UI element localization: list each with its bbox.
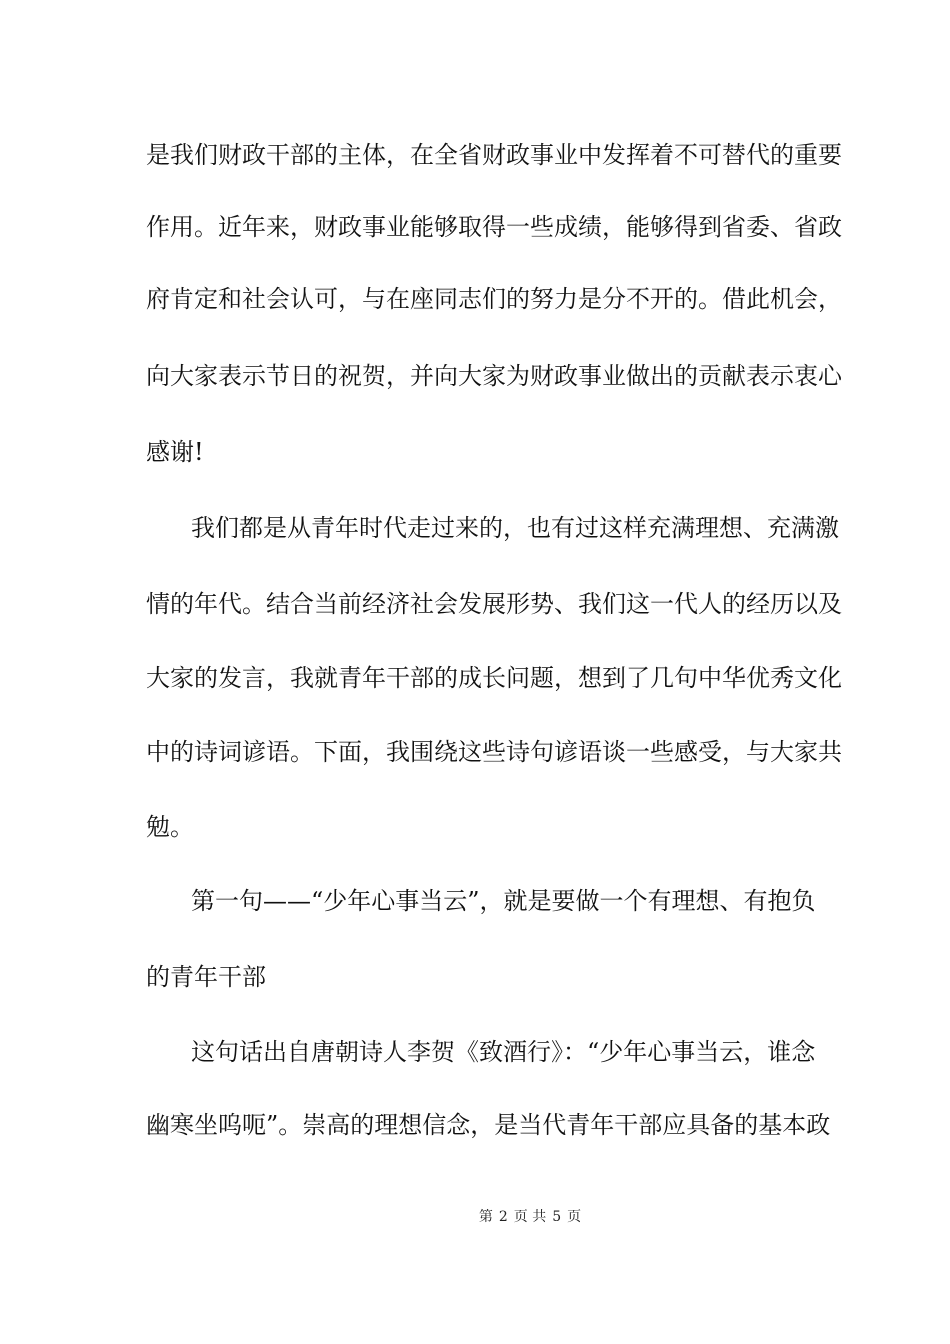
section-heading-line: 第一句——“少年心事当云”，就是要做一个有理想、有抱负: [191, 887, 816, 915]
page-footer: [0, 1208, 950, 1226]
page-number: [476, 1208, 584, 1226]
paragraph-line: 感谢!: [146, 438, 204, 466]
section-heading-line: 的青年干部: [146, 963, 266, 991]
page-footer-prefix: 第: [478, 1209, 493, 1225]
paragraph-line: 大家的发言，我就青年干部的成长问题，想到了几句中华优秀文化: [146, 664, 842, 692]
current-page-number: 2: [498, 1209, 508, 1225]
paragraph-line: 作用。近年来，财政事业能够取得一些成绩，能够得到省委、省政: [146, 213, 842, 241]
paragraph-line: 府肯定和社会认可，与在座同志们的努力是分不开的。借此机会，: [146, 285, 842, 313]
paragraph-line: 勉。: [146, 813, 194, 841]
paragraph-line: 中的诗词谚语。下面，我围绕这些诗句谚语谈一些感受，与大家共: [146, 738, 842, 766]
paragraph-line: 是我们财政干部的主体，在全省财政事业中发挥着不可替代的重要: [146, 141, 842, 169]
paragraph-line: 情的年代。结合当前经济社会发展形势、我们这一代人的经历以及: [146, 590, 842, 618]
page-footer-suffix: 页: [567, 1209, 582, 1225]
paragraph-line: 向大家表示节日的祝贺，并向大家为财政事业做出的贡献表示衷心: [146, 362, 842, 390]
paragraph-line: 我们都是从青年时代走过来的，也有过这样充满理想、充满激: [191, 514, 839, 542]
total-pages-number: 5: [552, 1209, 562, 1225]
page-footer-middle: 页 共: [513, 1209, 547, 1225]
paragraph-line: 这句话出自唐朝诗人李贺《致酒行》：“少年心事当云，谁念: [191, 1038, 816, 1066]
paragraph-line: 幽寒坐呜呃”。崇高的理想信念，是当代青年干部应具备的基本政: [146, 1111, 831, 1139]
